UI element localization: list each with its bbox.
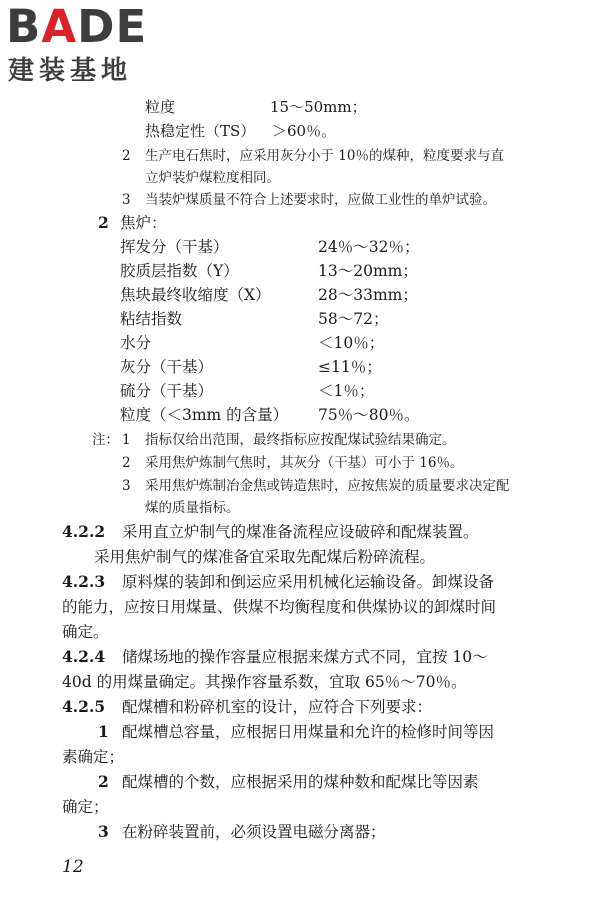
ts-label: 热稳定性（TS） (145, 122, 256, 140)
coke-row-value: 13～20mm； (318, 262, 418, 280)
ts-value: ＞60％。 (272, 122, 337, 140)
coke-row-value: 28～33mm； (318, 286, 418, 304)
clause-424-line2: 40d 的用煤量确定。其操作容量系数，宜取 65％～70％。 (62, 673, 467, 691)
note-b2-line1: 采用焦炉炼制气焦时，其灰分（干基）可小于 16％。 (145, 455, 464, 471)
clause-422-line2: 采用焦炉制气的煤准备宜采取先配煤后粉碎流程。 (94, 548, 436, 566)
clause-423-number: 4.2.3 (62, 572, 106, 591)
note-b1-line1: 指标仅给出范围，最终指标应按配煤试验结果确定。 (145, 432, 456, 448)
logo-letter-b: B (6, 0, 42, 53)
clause-424-number: 4.2.4 (62, 647, 106, 666)
clause-423-line1: 原料煤的装卸和倒运应采用机械化运输设备。卸煤设备 (122, 573, 495, 591)
logo-letters-de: DE (77, 0, 148, 53)
logo-subtitle: 建装基地 (8, 56, 133, 86)
note-a3-line1: 当装炉煤质量不符合上述要求时，应做工业性的单炉试验。 (145, 192, 496, 208)
coke-row-value: 75％～80％。 (318, 406, 420, 424)
coke-oven-title: 焦炉： (120, 214, 167, 232)
size-value: 15～50mm； (270, 98, 367, 116)
notes-prefix: 注： (92, 432, 119, 448)
clause-424-line1: 储煤场地的操作容量应根据来煤方式不同，宜按 10～ (122, 648, 488, 666)
clause-425-item2-line2: 确定； (62, 798, 109, 816)
clause-425-item2-number: 2 (98, 772, 109, 791)
clause-425-intro: 配煤槽和粉碎机室的设计，应符合下列要求： (122, 698, 433, 716)
logo-letter-a: A (41, 0, 78, 53)
coke-row-value: ≤11％； (318, 358, 382, 376)
clause-423-line2: 的能力，应按日用煤量、供煤不均衡程度和供煤协议的卸煤时间 (62, 598, 497, 616)
coke-row-label: 粘结指数 (120, 310, 183, 328)
note-b2-number: 2 (122, 455, 131, 471)
coke-row-value: ＜1％； (318, 382, 375, 400)
coke-oven-number: 2 (98, 213, 109, 232)
note-b3-number: 3 (122, 478, 131, 494)
clause-425-item3-line1: 在粉碎装置前，必须设置电磁分离器； (122, 823, 386, 841)
coke-row-label: 焦块最终收缩度（X） (120, 286, 271, 304)
bade-logo (6, 0, 176, 88)
coke-row-label: 挥发分（干基） (120, 238, 229, 256)
note-a2-line1: 生产电石焦时，应采用灰分小于 10％的煤种，粒度要求与直 (145, 148, 504, 164)
note-a2-number: 2 (122, 148, 131, 164)
logo-wordmark (6, 0, 176, 53)
note-a2-line2: 立炉装炉煤粒度相同。 (145, 170, 280, 186)
page-number: 12 (62, 857, 84, 877)
coke-row-value: 58～72； (318, 310, 389, 328)
coke-row-label: 粒度（＜3mm 的含量） (120, 406, 289, 424)
note-b1-number: 1 (122, 432, 131, 448)
coke-row-label: 硫分（干基） (120, 382, 214, 400)
coke-row-label: 胶质层指数（Y） (120, 262, 239, 280)
clause-425-item3-number: 3 (98, 822, 109, 841)
clause-422-number: 4.2.2 (62, 522, 106, 541)
clause-425-item1-line1: 配煤槽总容量，应根据日用煤量和允许的检修时间等因 (122, 723, 495, 741)
note-b3-line2: 煤的质量指标。 (145, 500, 240, 516)
clause-425-item2-line1: 配煤槽的个数，应根据采用的煤种数和配煤比等因素 (122, 773, 479, 791)
note-a3-number: 3 (122, 192, 131, 208)
clause-425-item1-number: 1 (98, 722, 109, 741)
size-label: 粒度 (145, 98, 176, 116)
coke-row-value: 24％～32％； (318, 238, 420, 256)
clause-425-item1-line2: 素确定； (62, 748, 125, 766)
clause-425-number: 4.2.5 (62, 697, 106, 716)
coke-row-label: 灰分（干基） (120, 358, 214, 376)
coke-row-value: ＜10％； (318, 334, 385, 352)
note-b3-line1: 采用焦炉炼制冶金焦或铸造焦时，应按焦炭的质量要求决定配 (145, 478, 510, 494)
clause-423-line3: 确定。 (62, 623, 109, 641)
clause-422-line1: 采用直立炉制气的煤准备流程应设破碎和配煤装置。 (122, 523, 479, 541)
coke-row-label: 水分 (120, 334, 152, 352)
